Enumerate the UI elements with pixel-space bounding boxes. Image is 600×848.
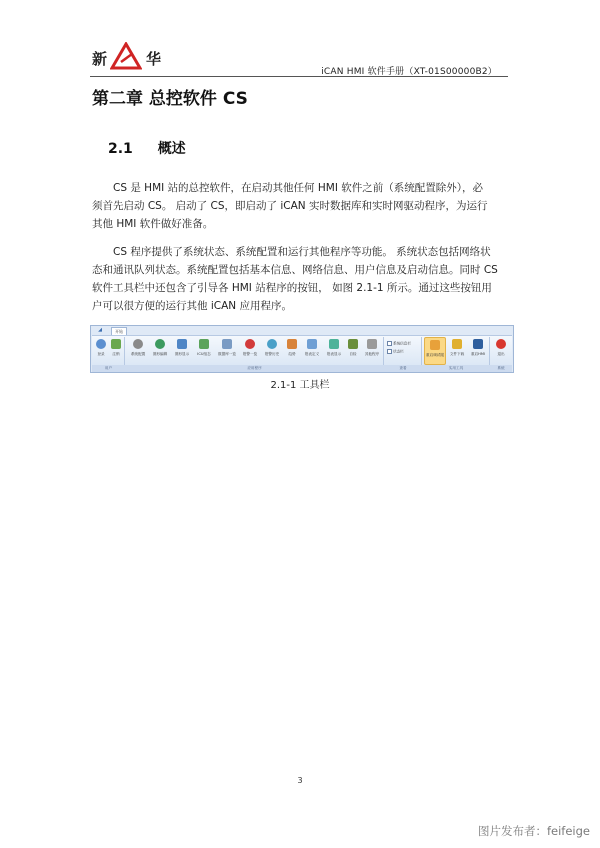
paragraph-line: 软件工具栏中还包含了引导各 HMI 站程序的按钮， 如图 2.1-1 所示。通过这些按钮用 bbox=[92, 282, 492, 294]
database-icon bbox=[222, 339, 232, 349]
graphic-edit-button[interactable]: 图形编辑 bbox=[150, 337, 170, 365]
group-label-applications: 应用程序 bbox=[247, 366, 262, 370]
cs-toolbar-figure bbox=[90, 325, 514, 373]
paragraph-line: CS 是 HMI 站的总控软件，在启动其他任何 HMI 软件之前（系统配置除外），必 bbox=[113, 182, 484, 194]
paragraph-2 bbox=[92, 243, 518, 315]
self-check-icon bbox=[348, 339, 358, 349]
trend-icon bbox=[287, 339, 297, 349]
other-programs-button[interactable]: 其他程序 bbox=[362, 337, 382, 365]
icu-config-button[interactable]: ICU组态 bbox=[194, 337, 214, 365]
logo-triangle-icon bbox=[110, 42, 142, 70]
header-title: iCAN HMI 软件手册（XT-01S00000B2） bbox=[321, 67, 497, 77]
logout-button[interactable]: 注销 bbox=[109, 337, 123, 365]
checkbox-system-info-bar[interactable]: 系统信息栏 bbox=[387, 341, 411, 347]
paragraph-line: 其他 HMI 软件做好准备。 bbox=[92, 218, 214, 230]
alarm-icon bbox=[245, 339, 255, 349]
checkbox-status-bar[interactable]: 状态栏 bbox=[387, 349, 404, 355]
report-display-icon bbox=[329, 339, 339, 349]
file-download-icon bbox=[452, 339, 462, 349]
system-config-button[interactable]: 系统配置 bbox=[128, 337, 148, 365]
graphic-edit-icon bbox=[155, 339, 165, 349]
header-logo bbox=[92, 42, 170, 72]
file-download-button[interactable]: 文件下载 bbox=[447, 337, 467, 365]
publisher-watermark: 图片发布者：feifeige bbox=[477, 824, 590, 838]
group-view bbox=[384, 337, 422, 365]
section-title: 概述 bbox=[157, 141, 186, 157]
paragraph-line: 态和通讯队列状态。系统配置包括基本信息、网络信息、用户信息及启动信息。同时 CS bbox=[92, 264, 498, 276]
group-user bbox=[92, 337, 125, 365]
report-display-button[interactable]: 报表显示 bbox=[324, 337, 344, 365]
figure-caption: 2.1-1 工具栏 bbox=[270, 380, 330, 391]
report-define-button[interactable]: 报表定义 bbox=[302, 337, 322, 365]
graphic-display-button[interactable]: 图形显示 bbox=[172, 337, 192, 365]
paragraph-1 bbox=[92, 179, 518, 233]
group-label-user: 用户 bbox=[104, 366, 113, 370]
report-define-icon bbox=[307, 339, 317, 349]
paragraph-line: 须首先启动 CS。 启动了 CS，即启动了 iCAN 实时数据库和实时网驱动程序，为运行 bbox=[92, 200, 488, 212]
restart-hmi-icon bbox=[473, 339, 483, 349]
trend-button[interactable]: 趋势 bbox=[284, 337, 300, 365]
alarm-history-icon bbox=[267, 339, 277, 349]
group-system bbox=[490, 337, 512, 365]
header-divider bbox=[90, 76, 508, 77]
alarm-list-button[interactable]: 报警一览 bbox=[240, 337, 260, 365]
tab-start[interactable]: 开始 bbox=[111, 327, 127, 335]
chapter-title: 第二章 总控软件 CS bbox=[92, 89, 248, 109]
group-label-utilities: 实用工具 bbox=[448, 366, 464, 370]
ribbon bbox=[92, 335, 512, 366]
database-list-button[interactable]: 数据库一览 bbox=[216, 337, 238, 365]
paragraph-line: 户可以很方便的运行其他 iCAN 应用程序。 bbox=[92, 300, 292, 312]
restart-debug-service-button[interactable]: 重启调试服 bbox=[424, 337, 446, 365]
user-logout-icon bbox=[111, 339, 121, 349]
page-number: 3 bbox=[297, 776, 303, 785]
restart-hmi-button[interactable]: 重启HMI bbox=[468, 337, 488, 365]
ribbon-group-labels bbox=[92, 365, 512, 372]
exit-button[interactable]: 退出 bbox=[493, 337, 509, 365]
user-login-icon bbox=[96, 339, 106, 349]
graphic-display-icon bbox=[177, 339, 187, 349]
login-button[interactable]: 登录 bbox=[94, 337, 108, 365]
restart-service-icon bbox=[430, 340, 440, 350]
exit-icon bbox=[496, 339, 506, 349]
group-utilities bbox=[422, 337, 490, 365]
logo-char-xin: 新 bbox=[92, 50, 108, 68]
section-heading bbox=[108, 138, 186, 158]
section-number: 2.1 bbox=[108, 141, 133, 157]
paragraph-line: CS 程序提供了系统状态、系统配置和运行其他程序等功能。 系统状态包括网络状 bbox=[113, 246, 491, 258]
other-programs-icon bbox=[367, 339, 377, 349]
alarm-history-button[interactable]: 报警历史 bbox=[262, 337, 282, 365]
app-menu-icon[interactable]: ◢ bbox=[98, 327, 102, 333]
logo-char-hua: 华 bbox=[146, 50, 162, 68]
gear-icon bbox=[133, 339, 143, 349]
group-label-view: 查看 bbox=[399, 366, 407, 370]
icu-config-icon bbox=[199, 339, 209, 349]
group-label-system: 系统 bbox=[497, 366, 505, 370]
group-applications bbox=[125, 337, 384, 365]
self-check-button[interactable]: 自检 bbox=[346, 337, 360, 365]
